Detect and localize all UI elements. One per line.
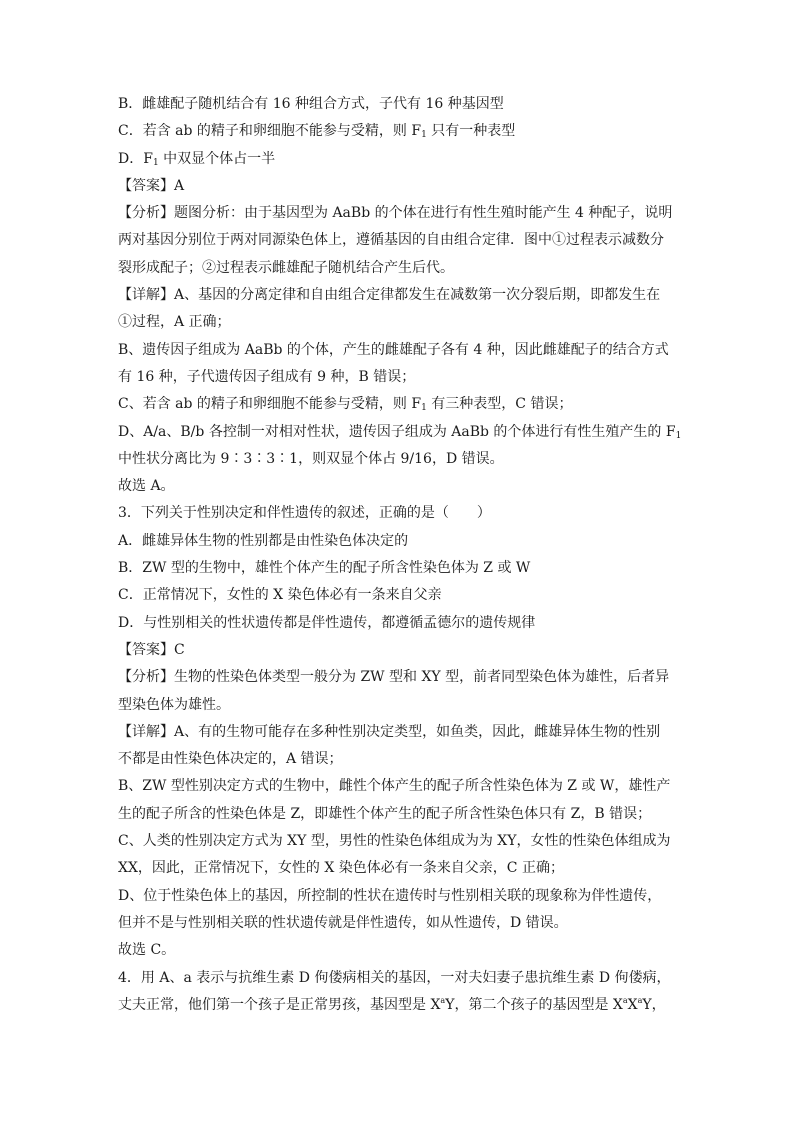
q3-detail-line: C、人类的性别决定方式为 XY 型，男性的性染色体组成为为 XY，女性的性染色体组成为 [118,833,671,850]
q2-detail-line: B、遗传因子组成为 AaBb 的个体，产生的雌雄配子各有 4 种，因此雌雄配子的结合方式 [118,341,669,358]
q2-conclusion: 故选 A。 [118,478,175,495]
q3-detail-line: 【详解】A、有的生物可能存在多种性别决定类型，如鱼类，因此，雌雄异体生物的性别 [118,723,661,740]
q3-detail-line: 但并不是与性别相关联的性状遗传就是伴性遗传，如从性遗传，D 错误。 [118,914,568,931]
q3-stem: 3．下列关于性别决定和伴性遗传的叙述，正确的是（ ） [118,505,491,522]
q2-detail-line: 【详解】A、基因的分离定律和自由组合定律都发生在减数第一次分裂后期，即都发生在 [118,287,661,304]
q3-detail-line: B、ZW 型性别决定方式的生物中，雌性个体产生的配子所含性染色体为 Z 或 W，雄性产 [118,778,671,795]
q3-option-a: A．雌雄异体生物的性别都是由性染色体决定的 [118,532,409,549]
q3-detail-line: 生的配子所含的性染色体是 Z，即雄性个体产生的配子所含性染色体只有 Z，B 错误； [118,805,652,822]
q4-stem-line: 4．用 A、a 表示与抗维生素 D 佝偻病相关的基因，一对夫妇妻子患抗维生素 D 佝偻病， [118,969,671,986]
q3-option-b: B．ZW 型的生物中，雄性个体产生的配子所含性染色体为 Z 或 W [118,560,531,577]
q4-stem-line: 丈夫正常，他们第一个孩子是正常男孩，基因型是 $X^aY$，第二个孩子的基因型是 $X^aX^aY$， [118,995,666,1013]
q2-analysis-line: 【分析】题图分析：由于基因型为 AaBb 的个体在进行有性生殖时能产生 4 种配子，说明 [118,205,673,222]
q2-detail-line: D、A/a、B/b 各控制一对相对性状，遗传因子组成为 AaBb 的个体进行有性生殖产生的 $F_1$ [118,423,682,441]
q3-analysis-line: 型染色体为雄性。 [118,696,230,713]
q3-conclusion: 故选 C。 [118,942,176,959]
q3-detail-line: D、位于性染色体上的基因，所控制的性状在遗传时与性别相关联的现象称为伴性遗传， [118,887,662,904]
q3-answer: 【答案】C [118,641,185,658]
document-content [118,91,682,1019]
q2-option-b: B．雌雄配子随机结合有 16 种组合方式，子代有 16 种基因型 [118,96,504,112]
q2-answer: 【答案】A [118,177,185,194]
q2-option-c: C．若含 ab 的精子和卵细胞不能参与受精，则 $F_1$ 只有一种表型 [118,123,516,141]
q3-analysis-line: 【分析】生物的性染色体类型一般分为 ZW 型和 XY 型，前者同型染色体为雄性，后者异 [118,669,670,686]
q2-detail-line: C、若含 ab 的精子和卵细胞不能参与受精，则 $F_1$ 有三种表型，C 错误； [118,396,573,414]
q3-detail-line: XX，因此，正常情况下，女性的 X 染色体必有一条来自父亲，C 正确； [118,860,564,877]
q2-analysis-line: 裂形成配子；②过程表示雌雄配子随机结合产生后代。 [118,259,454,276]
q2-analysis-line: 两对基因分别位于两对同源染色体上，遵循基因的自由组合定律．图中①过程表示减数分 [118,232,664,249]
q2-detail-line: ①过程，A 正确； [118,314,231,331]
q2-detail-line: 有 16 种，子代遗传因子组成有 9 种，B 错误； [118,368,416,385]
q3-option-d: D．与性别相关的性状遗传都是伴性遗传，都遵循孟德尔的遗传规律 [118,614,536,631]
q2-detail-line: 中性状分离比为 9∶3∶3∶1，则双显个体占 9/16，D 错误。 [118,450,504,467]
q3-detail-line: 不都是由性染色体决定的，A 错误； [118,751,343,768]
q3-option-c: C．正常情况下，女性的 X 染色体必有一条来自父亲 [118,587,442,604]
q2-option-d: D．$F_1$ 中双显个体占一半 [118,150,276,168]
